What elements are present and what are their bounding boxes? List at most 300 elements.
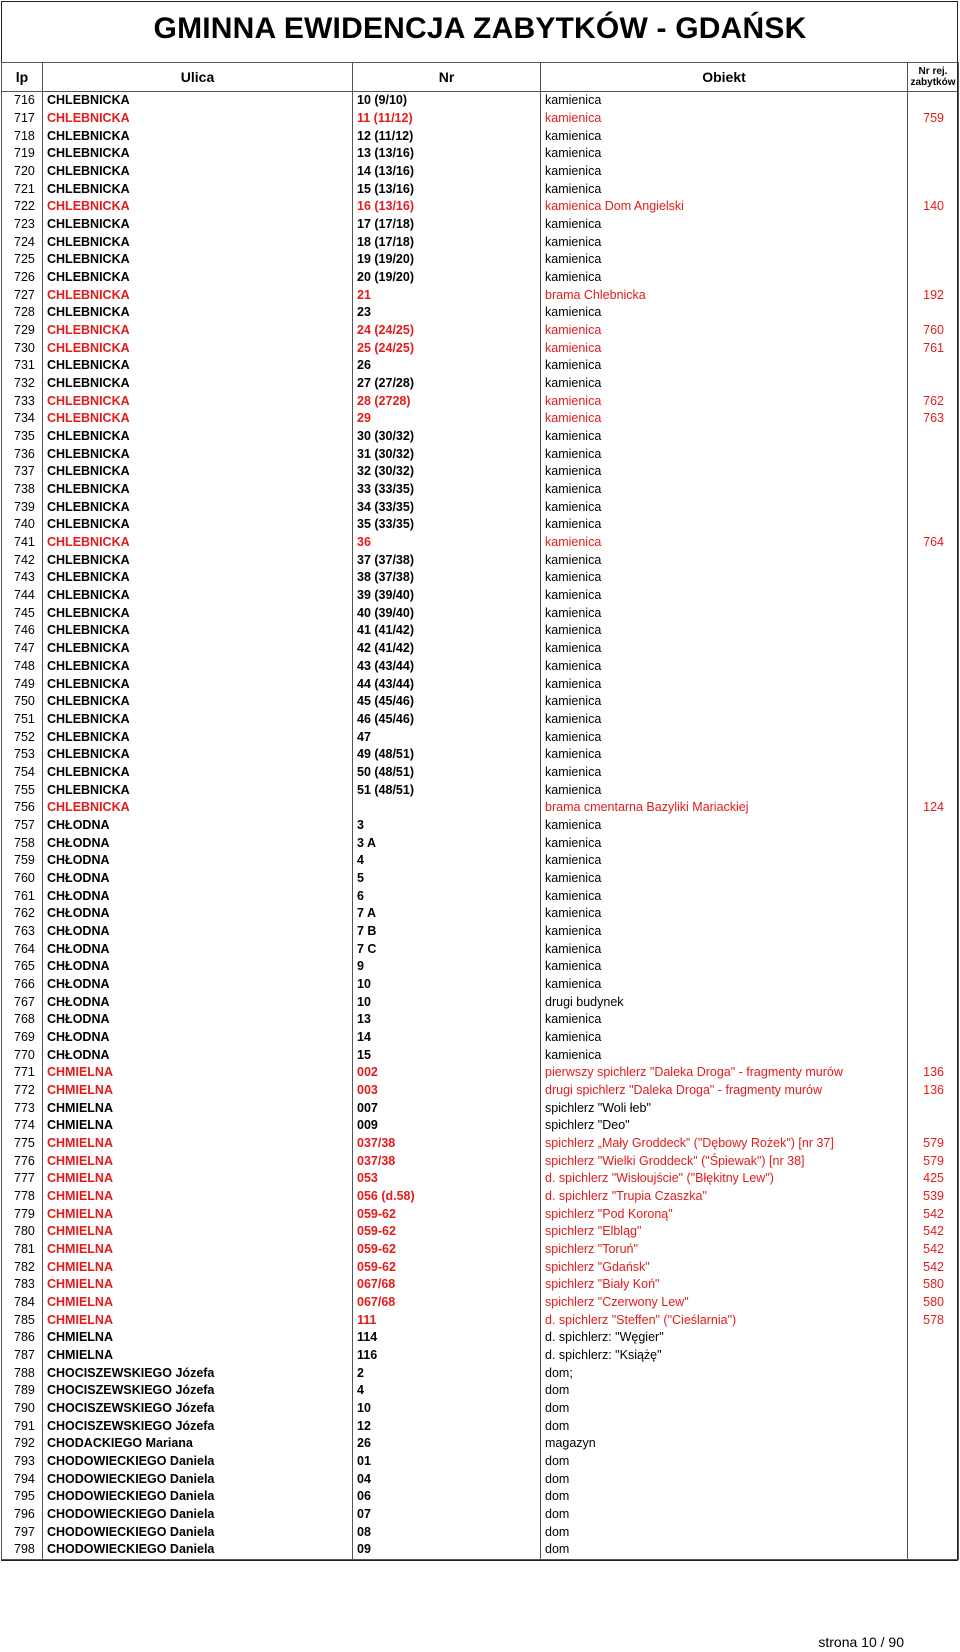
cell-nr-rej: 140 [908,198,959,216]
cell-lp: 786 [2,1329,43,1347]
cell-nr-rej [908,1523,959,1541]
cell-ulica: CHODOWIECKIEGO Daniela [43,1506,353,1524]
cell-obiekt: kamienica [541,110,908,128]
table-row [2,551,959,569]
table-row [2,322,959,340]
table-row [2,127,959,145]
cell-lp: 789 [2,1382,43,1400]
cell-obiekt: kamienica [541,92,908,110]
cell-obiekt: kamienica [541,640,908,658]
cell-ulica: CHMIELNA [43,1188,353,1206]
cell-lp: 783 [2,1276,43,1294]
cell-nr: 09 [353,1541,541,1559]
cell-obiekt: dom [541,1453,908,1471]
cell-lp: 719 [2,145,43,163]
table-row [2,110,959,128]
table-row [2,940,959,958]
cell-nr-rej [908,1400,959,1418]
cell-ulica: CHODOWIECKIEGO Daniela [43,1523,353,1541]
cell-nr-rej [908,1029,959,1047]
cell-lp: 795 [2,1488,43,1506]
table-row [2,569,959,587]
cell-nr: 32 (30/32) [353,463,541,481]
cell-nr: 25 (24/25) [353,339,541,357]
cell-lp: 765 [2,958,43,976]
cell-lp: 732 [2,375,43,393]
cell-nr-rej [908,1329,959,1347]
cell-nr: 46 (45/46) [353,711,541,729]
cell-nr-rej [908,1541,959,1559]
table-row [2,463,959,481]
cell-nr: 41 (41/42) [353,622,541,640]
cell-obiekt: kamienica [541,728,908,746]
table-row [2,1506,959,1524]
table-row [2,428,959,446]
cell-nr-rej [908,1435,959,1453]
cell-nr: 49 (48/51) [353,746,541,764]
cell-ulica: CHLEBNICKA [43,286,353,304]
cell-obiekt: kamienica [541,746,908,764]
cell-lp: 774 [2,1117,43,1135]
cell-ulica: CHŁODNA [43,976,353,994]
cell-nr-rej [908,958,959,976]
cell-lp: 779 [2,1205,43,1223]
table-row [2,392,959,410]
cell-nr-rej [908,498,959,516]
cell-ulica: CHLEBNICKA [43,428,353,446]
cell-obiekt: kamienica [541,357,908,375]
cell-nr-rej: 136 [908,1064,959,1082]
cell-nr: 4 [353,1382,541,1400]
cell-ulica: CHMIELNA [43,1347,353,1365]
cell-nr-rej: 579 [908,1152,959,1170]
cell-obiekt: magazyn [541,1435,908,1453]
cell-nr-rej [908,1506,959,1524]
table-row [2,1417,959,1435]
cell-nr: 01 [353,1453,541,1471]
cell-lp: 725 [2,251,43,269]
cell-nr: 067/68 [353,1294,541,1312]
table-row [2,1064,959,1082]
cell-ulica: CHLEBNICKA [43,604,353,622]
cell-ulica: CHLEBNICKA [43,339,353,357]
cell-lp: 768 [2,1011,43,1029]
cell-nr-rej: 579 [908,1135,959,1153]
cell-nr-rej: 542 [908,1241,959,1259]
cell-nr: 42 (41/42) [353,640,541,658]
cell-ulica: CHLEBNICKA [43,463,353,481]
cell-obiekt: kamienica [541,180,908,198]
cell-nr: 38 (37/38) [353,569,541,587]
table-row [2,887,959,905]
cell-obiekt: kamienica [541,498,908,516]
cell-nr: 24 (24/25) [353,322,541,340]
cell-obiekt: kamienica [541,923,908,941]
cell-nr-rej [908,1382,959,1400]
table-row [2,1541,959,1559]
cell-lp: 746 [2,622,43,640]
cell-lp: 730 [2,339,43,357]
cell-obiekt: dom [541,1506,908,1524]
table-body [2,92,959,1560]
table-row [2,216,959,234]
cell-nr-rej: 578 [908,1311,959,1329]
cell-nr-rej: 542 [908,1205,959,1223]
cell-lp: 793 [2,1453,43,1471]
cell-ulica: CHLEBNICKA [43,304,353,322]
table-row [2,746,959,764]
cell-lp: 772 [2,1082,43,1100]
table-row [2,1241,959,1259]
cell-nr: 003 [353,1082,541,1100]
cell-ulica: CHŁODNA [43,1011,353,1029]
cell-ulica: CHLEBNICKA [43,675,353,693]
table-row [2,622,959,640]
cell-nr: 067/68 [353,1276,541,1294]
cell-nr: 47 [353,728,541,746]
cell-ulica: CHLEBNICKA [43,198,353,216]
table-row [2,1082,959,1100]
cell-ulica: CHŁODNA [43,887,353,905]
cell-nr: 40 (39/40) [353,604,541,622]
cell-ulica: CHLEBNICKA [43,110,353,128]
cell-nr: 3 [353,817,541,835]
cell-obiekt: spichlerz „Mały Groddeck” ("Dębowy Rożek") [nr 37] [541,1135,908,1153]
cell-nr-rej [908,127,959,145]
cell-lp: 729 [2,322,43,340]
cell-nr: 26 [353,1435,541,1453]
cell-lp: 792 [2,1435,43,1453]
cell-ulica: CHŁODNA [43,1029,353,1047]
table-row [2,1294,959,1312]
table-row [2,658,959,676]
cell-obiekt: kamienica [541,764,908,782]
cell-ulica: CHOCISZEWSKIEGO Józefa [43,1400,353,1418]
table-row [2,269,959,287]
cell-nr-rej [908,233,959,251]
cell-nr-rej: 542 [908,1223,959,1241]
cell-obiekt: spichlerz "Pod Koroną" [541,1205,908,1223]
cell-obiekt: kamienica [541,834,908,852]
cell-obiekt: kamienica Dom Angielski [541,198,908,216]
table-row [2,711,959,729]
cell-lp: 716 [2,92,43,110]
cell-obiekt: kamienica [541,392,908,410]
cell-lp: 752 [2,728,43,746]
cell-nr: 06 [353,1488,541,1506]
cell-nr-rej [908,251,959,269]
cell-nr-rej [908,145,959,163]
cell-nr: 19 (19/20) [353,251,541,269]
cell-ulica: CHŁODNA [43,834,353,852]
cell-ulica: CHMIELNA [43,1311,353,1329]
cell-nr-rej [908,428,959,446]
cell-obiekt: dom [541,1417,908,1435]
cell-nr-rej: 759 [908,110,959,128]
cell-obiekt: dom [541,1382,908,1400]
table-row [2,675,959,693]
cell-obiekt: kamienica [541,852,908,870]
cell-nr-rej [908,375,959,393]
cell-obiekt: kamienica [541,216,908,234]
cell-nr: 037/38 [353,1152,541,1170]
table-row [2,764,959,782]
cell-lp: 745 [2,604,43,622]
cell-lp: 797 [2,1523,43,1541]
cell-obiekt: kamienica [541,976,908,994]
cell-ulica: CHLEBNICKA [43,746,353,764]
table-row [2,587,959,605]
cell-lp: 767 [2,993,43,1011]
cell-nr: 16 (13/16) [353,198,541,216]
cell-obiekt: d. spichlerz "Trupia Czaszka" [541,1188,908,1206]
cell-ulica: CHMIELNA [43,1276,353,1294]
cell-lp: 721 [2,180,43,198]
table-row [2,1523,959,1541]
cell-obiekt: drugi budynek [541,993,908,1011]
cell-lp: 724 [2,233,43,251]
cell-nr: 26 [353,357,541,375]
cell-nr-rej: 580 [908,1294,959,1312]
cell-ulica: CHLEBNICKA [43,163,353,181]
cell-nr-rej [908,905,959,923]
cell-lp: 775 [2,1135,43,1153]
cell-nr-rej [908,1488,959,1506]
cell-lp: 773 [2,1099,43,1117]
cell-lp: 743 [2,569,43,587]
cell-nr: 11 (11/12) [353,110,541,128]
cell-nr: 04 [353,1470,541,1488]
cell-obiekt: dom [541,1400,908,1418]
cell-ulica: CHLEBNICKA [43,587,353,605]
header-obiekt: Obiekt [541,63,908,92]
cell-lp: 796 [2,1506,43,1524]
header-nr-rej [908,63,959,92]
table-row [2,92,959,110]
cell-ulica: CHŁODNA [43,993,353,1011]
cell-obiekt: kamienica [541,481,908,499]
cell-ulica: CHLEBNICKA [43,781,353,799]
cell-nr: 6 [353,887,541,905]
cell-obiekt: dom [541,1488,908,1506]
table-row [2,958,959,976]
cell-nr: 43 (43/44) [353,658,541,676]
cell-nr: 002 [353,1064,541,1082]
cell-ulica: CHMIELNA [43,1223,353,1241]
cell-nr-rej [908,658,959,676]
cell-nr: 33 (33/35) [353,481,541,499]
table-row [2,817,959,835]
cell-lp: 782 [2,1258,43,1276]
table-row [2,445,959,463]
cell-obiekt: dom [541,1523,908,1541]
cell-ulica: CHLEBNICKA [43,233,353,251]
cell-nr: 056 (d.58) [353,1188,541,1206]
cell-nr: 14 [353,1029,541,1047]
cell-lp: 777 [2,1170,43,1188]
table-row [2,728,959,746]
cell-nr-rej: 542 [908,1258,959,1276]
cell-lp: 794 [2,1470,43,1488]
table-row [2,233,959,251]
cell-ulica: CHŁODNA [43,905,353,923]
table-row [2,1488,959,1506]
cell-nr-rej: 539 [908,1188,959,1206]
cell-obiekt: spichlerz "Woli łeb" [541,1099,908,1117]
table-row [2,1453,959,1471]
cell-ulica: CHLEBNICKA [43,216,353,234]
cell-obiekt: kamienica [541,587,908,605]
cell-nr: 059-62 [353,1205,541,1223]
table-row [2,1382,959,1400]
cell-nr-rej: 192 [908,286,959,304]
cell-ulica: CHMIELNA [43,1064,353,1082]
cell-nr: 12 (11/12) [353,127,541,145]
cell-obiekt: kamienica [541,127,908,145]
cell-lp: 722 [2,198,43,216]
cell-nr-rej [908,728,959,746]
table-row [2,1205,959,1223]
cell-obiekt: drugi spichlerz "Daleka Droga" - fragmenty murów [541,1082,908,1100]
cell-lp: 718 [2,127,43,145]
cell-nr: 7 A [353,905,541,923]
cell-obiekt: kamienica [541,233,908,251]
cell-nr: 07 [353,1506,541,1524]
cell-nr-rej [908,622,959,640]
cell-obiekt: kamienica [541,1029,908,1047]
cell-ulica: CHŁODNA [43,958,353,976]
cell-lp: 776 [2,1152,43,1170]
cell-ulica: CHLEBNICKA [43,516,353,534]
table-row [2,1400,959,1418]
cell-ulica: CHLEBNICKA [43,551,353,569]
cell-obiekt: kamienica [541,958,908,976]
cell-nr: 059-62 [353,1258,541,1276]
cell-obiekt: kamienica [541,322,908,340]
cell-nr: 037/38 [353,1135,541,1153]
cell-lp: 766 [2,976,43,994]
cell-obiekt: d. spichlerz "Steffen" ("Cieślarnia") [541,1311,908,1329]
cell-obiekt: spichlerz "Wielki Groddeck" ("Śpiewak") [nr 38] [541,1152,908,1170]
cell-obiekt: spichlerz "Toruń" [541,1241,908,1259]
cell-nr: 18 (17/18) [353,233,541,251]
cell-nr-rej [908,551,959,569]
cell-nr-rej [908,357,959,375]
cell-nr: 08 [353,1523,541,1541]
cell-nr-rej [908,304,959,322]
monuments-table [1,62,959,1560]
cell-nr-rej [908,817,959,835]
table-row [2,834,959,852]
cell-nr: 053 [353,1170,541,1188]
table-row [2,357,959,375]
cell-ulica: CHLEBNICKA [43,728,353,746]
table-row [2,1011,959,1029]
cell-lp: 756 [2,799,43,817]
table-row [2,852,959,870]
table-row [2,339,959,357]
cell-nr: 15 [353,1046,541,1064]
cell-ulica: CHOCISZEWSKIEGO Józefa [43,1417,353,1435]
cell-obiekt: kamienica [541,375,908,393]
cell-ulica: CHLEBNICKA [43,127,353,145]
cell-ulica: CHMIELNA [43,1082,353,1100]
cell-nr: 36 [353,534,541,552]
cell-ulica: CHLEBNICKA [43,764,353,782]
cell-nr-rej: 762 [908,392,959,410]
cell-ulica: CHLEBNICKA [43,498,353,516]
cell-ulica: CHLEBNICKA [43,322,353,340]
cell-obiekt: d. spichlerz: "Książę" [541,1347,908,1365]
cell-nr-rej [908,923,959,941]
cell-ulica: CHLEBNICKA [43,799,353,817]
cell-nr-rej: 425 [908,1170,959,1188]
cell-ulica: CHLEBNICKA [43,569,353,587]
cell-nr-rej [908,764,959,782]
table-row [2,799,959,817]
cell-nr-rej: 763 [908,410,959,428]
cell-lp: 749 [2,675,43,693]
cell-nr-rej [908,180,959,198]
cell-nr-rej [908,852,959,870]
cell-lp: 761 [2,887,43,905]
cell-nr-rej [908,569,959,587]
cell-lp: 748 [2,658,43,676]
cell-nr: 059-62 [353,1223,541,1241]
table-row [2,1435,959,1453]
cell-nr: 059-62 [353,1241,541,1259]
cell-ulica: CHODOWIECKIEGO Daniela [43,1541,353,1559]
cell-ulica: CHŁODNA [43,817,353,835]
cell-nr: 111 [353,1311,541,1329]
cell-nr: 39 (39/40) [353,587,541,605]
cell-lp: 763 [2,923,43,941]
table-row [2,1117,959,1135]
cell-nr-rej [908,1417,959,1435]
cell-nr-rej [908,640,959,658]
cell-nr: 44 (43/44) [353,675,541,693]
cell-nr-rej [908,1364,959,1382]
page-title: GMINNA EWIDENCJA ZABYTKÓW - GDAŃSK [153,12,807,45]
cell-nr-rej [908,746,959,764]
cell-nr-rej: 124 [908,799,959,817]
cell-ulica: CHLEBNICKA [43,92,353,110]
cell-obiekt: kamienica [541,569,908,587]
cell-lp: 787 [2,1347,43,1365]
cell-ulica: CHMIELNA [43,1205,353,1223]
table-row [2,1152,959,1170]
table-row [2,1258,959,1276]
table-row [2,1223,959,1241]
cell-obiekt: kamienica [541,940,908,958]
cell-nr: 009 [353,1117,541,1135]
cell-obiekt: pierwszy spichlerz "Daleka Droga" - fragmenty murów [541,1064,908,1082]
table-row [2,1364,959,1382]
cell-ulica: CHŁODNA [43,870,353,888]
table-row [2,1470,959,1488]
cell-lp: 737 [2,463,43,481]
cell-lp: 781 [2,1241,43,1259]
cell-ulica: CHMIELNA [43,1117,353,1135]
cell-lp: 771 [2,1064,43,1082]
table-row [2,1099,959,1117]
cell-nr: 114 [353,1329,541,1347]
cell-nr: 007 [353,1099,541,1117]
cell-nr: 9 [353,958,541,976]
cell-ulica: CHMIELNA [43,1170,353,1188]
cell-nr-rej [908,216,959,234]
cell-obiekt: spichlerz "Elbląg" [541,1223,908,1241]
